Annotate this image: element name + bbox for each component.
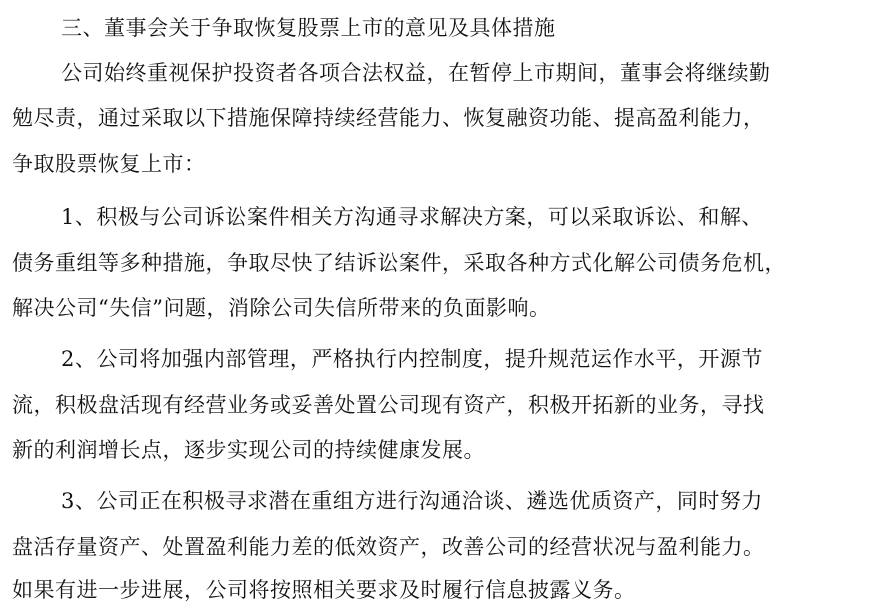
intro-paragraph-line: 勉尽责，通过采取以下措施保障持续经营能力、恢复融资功能、提高盈利能力， <box>12 106 765 130</box>
intro-paragraph-line: 公司始终重视保护投资者各项合法权益，在暂停上市期间，董事会将继续勤 <box>61 61 771 85</box>
measure-1-line: 1、积极与公司诉讼案件相关方沟通寻求解决方案，可以采取诉讼、和解、 <box>61 205 763 229</box>
measure-2-line: 新的利润增长点，逐步实现公司的持续健康发展。 <box>12 438 485 462</box>
measure-2-line: 2、公司将加强内部管理，严格执行内控制度，提升规范运作水平，开源节 <box>61 347 763 371</box>
measure-3-line: 如果有进一步进展，公司将按照相关要求及时履行信息披露义务。 <box>12 578 636 602</box>
measure-1-line: 债务重组等多种措施，争取尽快了结诉讼案件，采取各种方式化解公司债务危机， <box>12 251 786 275</box>
section-heading: 三、董事会关于争取恢复股票上市的意见及具体措施 <box>61 16 556 40</box>
intro-paragraph-line: 争取股票恢复上市： <box>12 152 206 176</box>
measure-2-line: 流，积极盘活现有经营业务或妥善处置公司现有资产，积极开拓新的业务，寻找 <box>12 393 765 417</box>
measure-3-line: 3、公司正在积极寻求潜在重组方进行沟通洽谈、遴选优质资产，同时努力 <box>61 489 763 513</box>
measure-3-line: 盘活存量资产、处置盈利能力差的低效资产，改善公司的经营状况与盈利能力。 <box>12 535 765 559</box>
measure-1-line: 解决公司“失信”问题，消除公司失信所带来的负面影响。 <box>12 296 551 320</box>
